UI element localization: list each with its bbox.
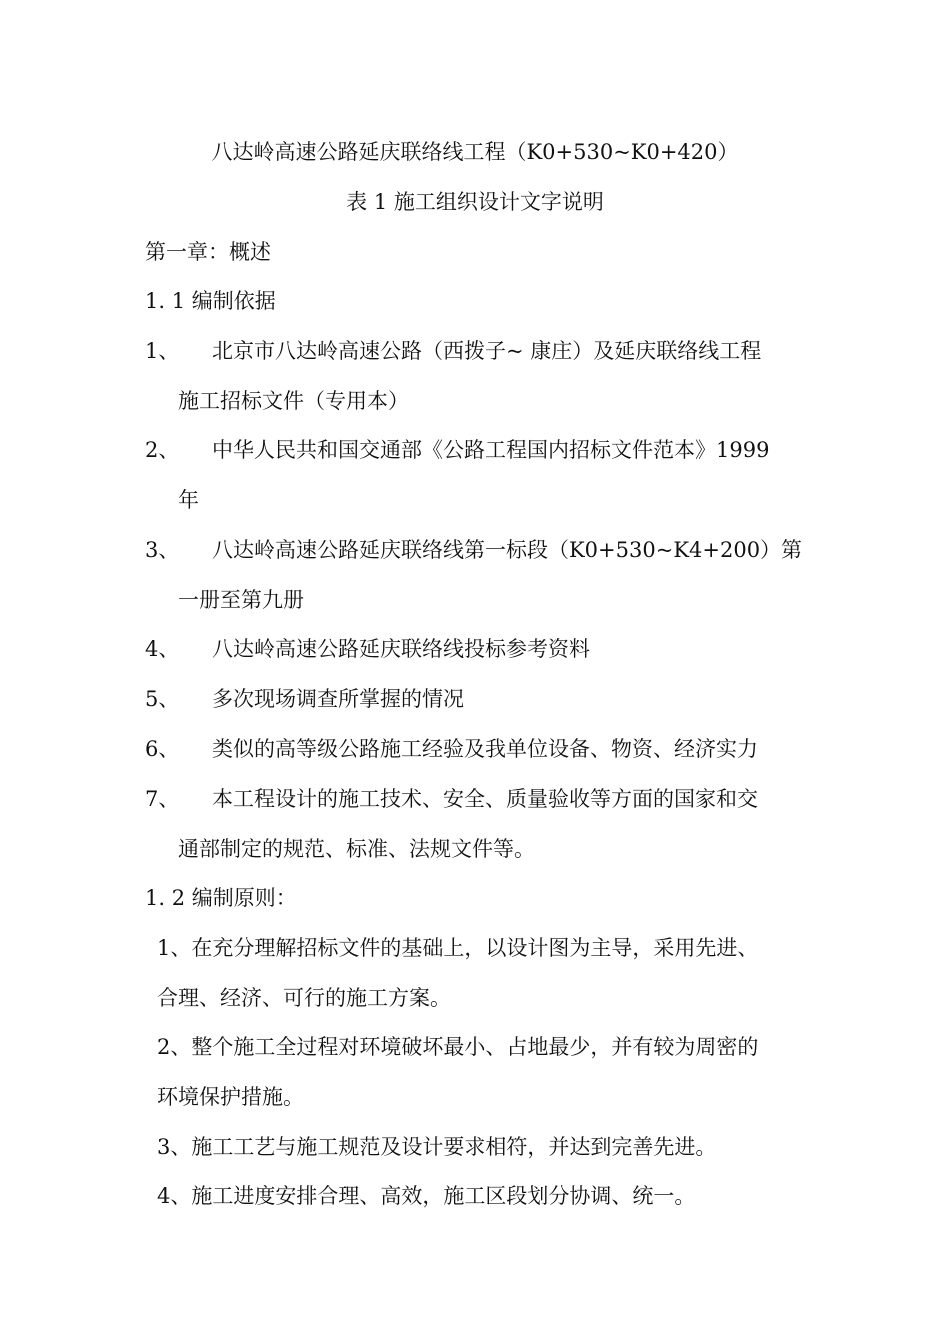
list-item-text: 本工程设计的施工技术、安全、质量验收等方面的国家和交 [212, 787, 758, 811]
principle-text: 1、在充分理解招标文件的基础上，以设计图为主导，采用先进、 [157, 936, 759, 960]
principle-text-continued: 合理、经济、可行的施工方案。 [157, 986, 451, 1010]
list-item-number: 6、 [145, 737, 180, 761]
section-heading-principles: 1. 2 编制原则： [145, 886, 297, 910]
principle-text-continued: 环境保护措施。 [157, 1085, 304, 1109]
list-item-number: 4、 [145, 637, 180, 661]
list-item-text: 八达岭高速公路延庆联络线投标参考资料 [212, 637, 590, 661]
list-item-number: 5、 [145, 687, 180, 711]
principle-text: 4、施工进度安排合理、高效，施工区段划分协调、统一。 [157, 1184, 696, 1208]
list-item-text: 中华人民共和国交通部《公路工程国内招标文件范本》1999 [212, 438, 770, 462]
list-item-text: 北京市八达岭高速公路（西拨子~ 康庄）及延庆联络线工程 [212, 339, 762, 363]
principle-text: 3、施工工艺与施工规范及设计要求相符，并达到完善先进。 [157, 1135, 717, 1159]
principle-text: 2、整个施工全过程对环境破坏最小、占地最少，并有较为周密的 [157, 1035, 759, 1059]
section-heading-basis: 1. 1 编制依据 [145, 289, 276, 313]
list-item-text-continued: 年 [178, 488, 199, 512]
list-item-number: 2、 [145, 438, 180, 462]
chapter-heading: 第一章：概述 [145, 240, 271, 264]
list-item-text: 类似的高等级公路施工经验及我单位设备、物资、经济实力 [212, 737, 758, 761]
list-item-number: 7、 [145, 787, 180, 811]
list-item-number: 1、 [145, 339, 180, 363]
list-item-text: 八达岭高速公路延庆联络线第一标段（K0+530~K4+200）第 [212, 538, 803, 562]
list-item-text-continued: 施工招标文件（专用本） [178, 389, 409, 413]
document-subtitle: 表 1 施工组织设计文字说明 [346, 190, 604, 214]
list-item-text-continued: 通部制定的规范、标准、法规文件等。 [178, 837, 535, 861]
list-item-text: 多次现场调查所掌握的情况 [212, 687, 464, 711]
document-title: 八达岭高速公路延庆联络线工程（K0+530~K0+420） [211, 140, 739, 164]
list-item-text-continued: 一册至第九册 [178, 588, 304, 612]
list-item-number: 3、 [145, 538, 180, 562]
